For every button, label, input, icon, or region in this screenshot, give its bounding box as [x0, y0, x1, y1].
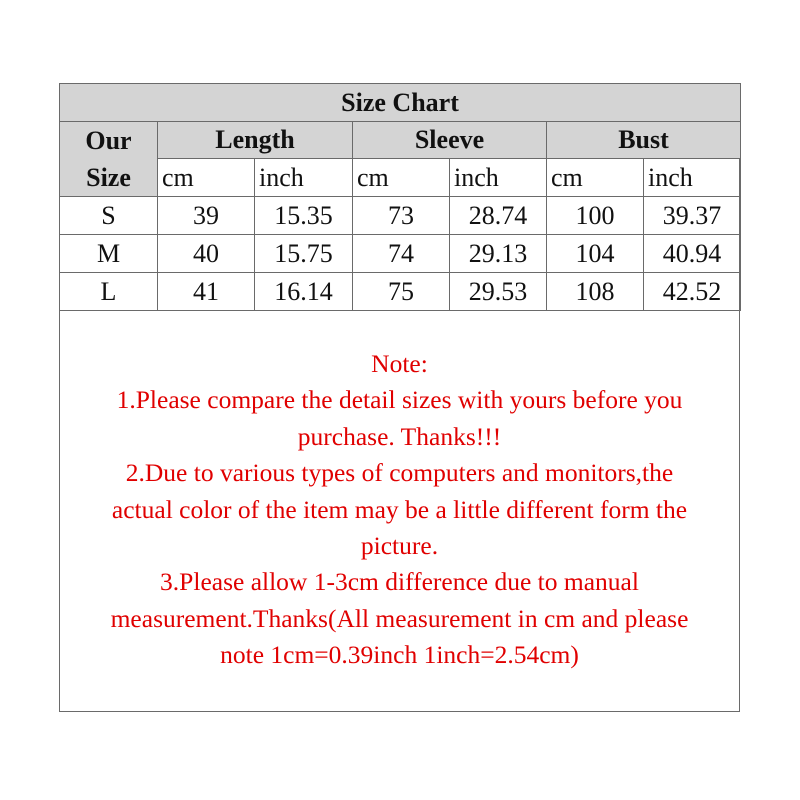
note-line: 3.Please allow 1-3cm difference due to manual: [160, 567, 639, 597]
size-chart-table: [59, 83, 741, 311]
table-title: Size Chart: [60, 84, 741, 122]
note-line: picture.: [360, 531, 439, 561]
value-cell: 29.53: [450, 273, 547, 311]
value-cell: 40: [158, 235, 255, 273]
value-cell: 29.13: [450, 235, 547, 273]
value-cell: 73: [353, 197, 450, 235]
unit-cell: cm: [158, 159, 255, 197]
value-cell: 100: [547, 197, 644, 235]
size-cell: L: [60, 273, 158, 311]
note-line: measurement.Thanks(All measurement in cm and please: [110, 603, 689, 633]
note-line: actual color of the item may be a little different form the: [111, 494, 688, 524]
our-size-line2: Size: [86, 163, 131, 192]
value-cell: 40.94: [644, 235, 741, 273]
table-row: [60, 235, 741, 273]
value-cell: 104: [547, 235, 644, 273]
value-cell: 75: [353, 273, 450, 311]
our-size-line1: Our: [85, 126, 132, 155]
value-cell: 39.37: [644, 197, 741, 235]
table-row: [60, 197, 741, 235]
unit-cell: inch: [450, 159, 547, 197]
unit-cell: cm: [547, 159, 644, 197]
value-cell: 39: [158, 197, 255, 235]
size-cell: S: [60, 197, 158, 235]
value-cell: 15.35: [255, 197, 353, 235]
value-cell: 42.52: [644, 273, 741, 311]
value-cell: 41: [158, 273, 255, 311]
our-size-header: [60, 122, 158, 197]
value-cell: 74: [353, 235, 450, 273]
header-row-units: [60, 159, 741, 197]
unit-cell: cm: [353, 159, 450, 197]
group-header-sleeve: Sleeve: [353, 122, 547, 159]
unit-cell: inch: [644, 159, 741, 197]
group-header-bust: Bust: [547, 122, 741, 159]
header-row-groups: [60, 122, 741, 159]
size-note: [59, 346, 740, 674]
note-heading: Note:: [371, 349, 428, 378]
table-row: [60, 273, 741, 311]
note-line: 2.Due to various types of computers and monitors,the: [125, 458, 674, 488]
note-line: note 1cm=0.39inch 1inch=2.54cm): [220, 640, 579, 670]
group-header-length: Length: [158, 122, 353, 159]
value-cell: 28.74: [450, 197, 547, 235]
size-cell: M: [60, 235, 158, 273]
value-cell: 108: [547, 273, 644, 311]
value-cell: 15.75: [255, 235, 353, 273]
note-line: purchase. Thanks!!!: [297, 421, 502, 451]
note-line: 1.Please compare the detail sizes with yours before you: [116, 385, 683, 415]
unit-cell: inch: [255, 159, 353, 197]
value-cell: 16.14: [255, 273, 353, 311]
table-title-row: [60, 84, 741, 122]
